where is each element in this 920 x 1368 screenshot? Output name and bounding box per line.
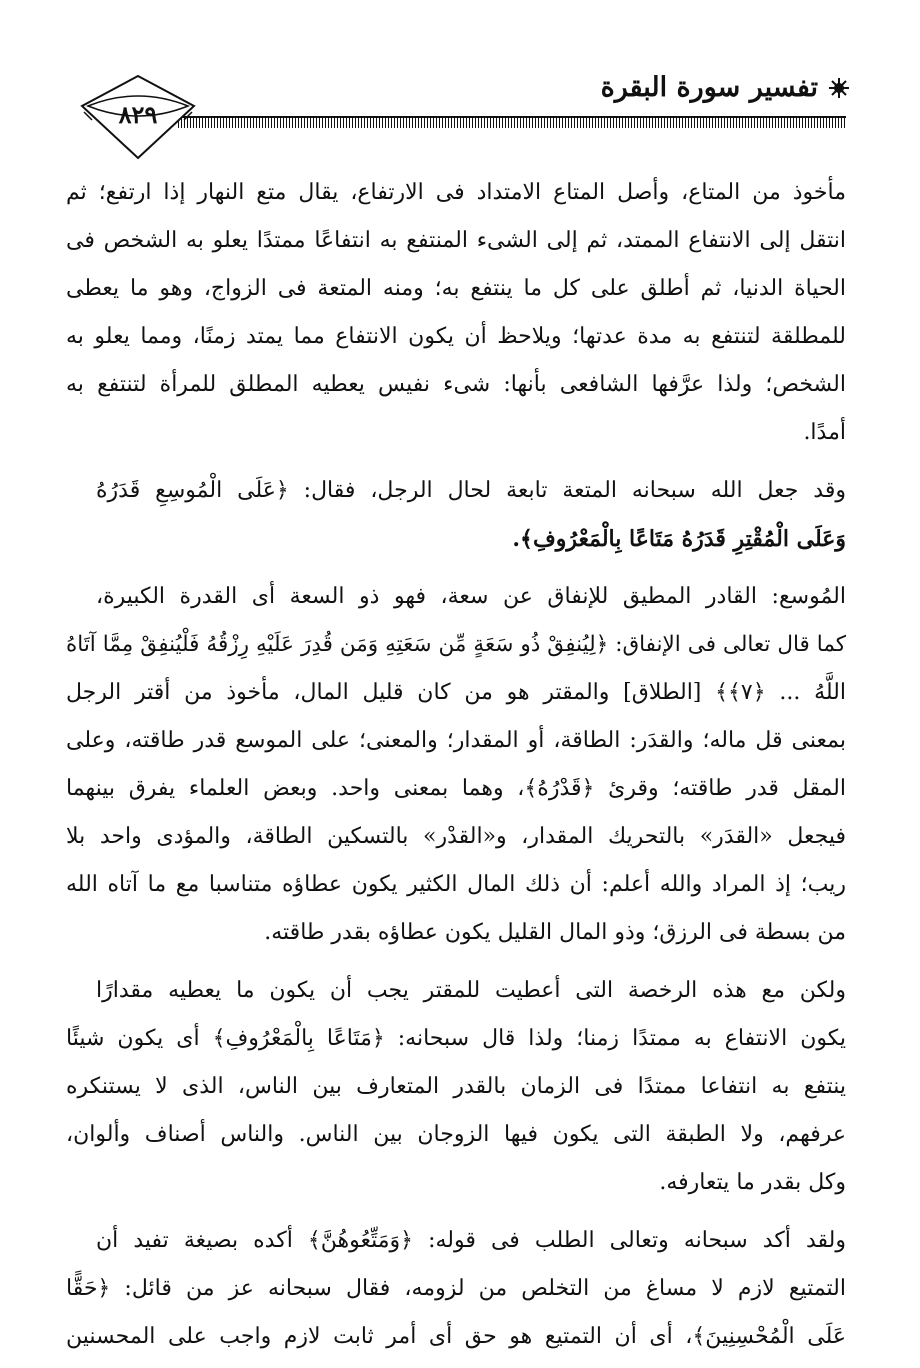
text-line: عَلَى الْمُحْسِنِينَ﴾، أى أن التمتيع هو حق أى أمر ثابت لازم واجب على المحسنين [66, 1324, 846, 1349]
text-line: للمطلقة لتنتفع به مدة عدتها؛ ويلاحظ أن يكون الانتفاع مما يمتد زمنًا، ومما يعلو به [66, 324, 846, 349]
text-line: يكون الانتفاع به ممتدًا زمنا؛ ولذا قال سبحانه: ﴿مَتَاعًا بِالْمَعْرُوفِ﴾ أى يكون شيئًا [66, 1026, 846, 1051]
text-line: الحياة الدنيا، ثم أطلق على كل ما ينتفع به؛ ومنه المتعة فى الزواج، وهو ما يعطى [66, 276, 846, 301]
text-line: اللَّهُ ... ﴿٧﴾﴾ [الطلاق] والمقتر هو من كان قليل المال، مأخوذ من أقتر الرجل [66, 680, 847, 705]
text-line: ريب؛ إذ المراد والله أعلم: أن ذلك المال الكثير يكون عطاؤه متناسبا مع ما آتاه الله [66, 872, 847, 897]
text-line: عرفهم، ولا الطبقة التى يكون فيها الزوجان بين الناس. والناس أصناف وألوان، [66, 1122, 846, 1147]
text-line: المُوسع: القادر المطيق للإنفاق عن سعة، فهو ذو السعة أى القدرة الكبيرة، [96, 584, 846, 609]
text-line: ولقد أكد سبحانه وتعالى الطلب فى قوله: ﴿وَمَتِّعُوهُنَّ﴾ أكده بصيغة تفيد أن [96, 1228, 846, 1253]
text-line: المقل قدر طاقته؛ وقرئ ﴿قَدْرُهُ﴾، وهما بمعنى واحد. وبعض العلماء يفرق بينهما [66, 776, 846, 801]
text-line: كما قال تعالى فى الإنفاق: ﴿لِيُنفِقْ ذُو سَعَةٍ مِّن سَعَتِهِ وَمَن قُدِرَ عَلَيْهِ رِزْقُهُ فَلْيُنفِقْ مِمَّا آتَاهُ [66, 632, 846, 657]
text-line: ولكن مع هذه الرخصة التى أعطيت للمقتر يجب أن يكون ما يعطيه مقدارًا [96, 978, 846, 1003]
text-line: بمعنى قل ماله؛ والقدَر: الطاقة، أو المقدار؛ والمعنى؛ على الموسع قدر طاقته، وعلى [66, 728, 846, 753]
flower-ornament-icon [828, 77, 850, 99]
text-line: وَعَلَى الْمُقْتِرِ قَدَرُهُ مَتَاعًا بِالْمَعْرُوفِ﴾. [512, 526, 846, 552]
text-line: من بسطة فى الرزق؛ وذو المال القليل يكون عطاؤه بقدر طاقته. [264, 920, 846, 945]
text-line: وقد جعل الله سبحانه المتعة تابعة لحال الرجل، فقال: ﴿عَلَى الْمُوسِعِ قَدَرُهُ [96, 478, 846, 503]
text-line: فيجعل «القدَر» بالتحريك المقدار، و«القدْر» بالتسكين الطاقة، والمؤدى واحد بلا [66, 824, 846, 849]
text-line: مأخوذ من المتاع، وأصل المتاع الامتداد فى الارتفاع، يقال متع النهار إذا ارتفع؛ ثم [66, 180, 846, 205]
text-line: التمتيع لازم لا مساغ من التخلص من لزومه، فقال سبحانه عز من قائل: ﴿حَقًّا [66, 1276, 846, 1301]
text-line: انتقل إلى الانتفاع الممتد، ثم إلى الشىء المنتفع به انتفاعًا ممتدًا يعلو به الشخص فى [66, 228, 846, 253]
header-rule [178, 116, 846, 128]
text-line: ينتفع به انتفاعا ممتدًا فى الزمان بالقدر المتعارف بين الناس، الذى لا يستنكره [66, 1074, 846, 1099]
text-line: وكل بقدر ما يتعارفه. [659, 1170, 846, 1195]
text-line: الشخص؛ ولذا عرَّفها الشافعى بأنها: شىء نفيس يعطيه المطلق للمرأة لتنتفع به [66, 372, 846, 397]
text-line: أمدًا. [803, 420, 846, 445]
running-header [601, 72, 850, 103]
header-title: تفسير سورة البقرة [600, 72, 818, 103]
page-number: ٨٢٩ [118, 100, 158, 129]
